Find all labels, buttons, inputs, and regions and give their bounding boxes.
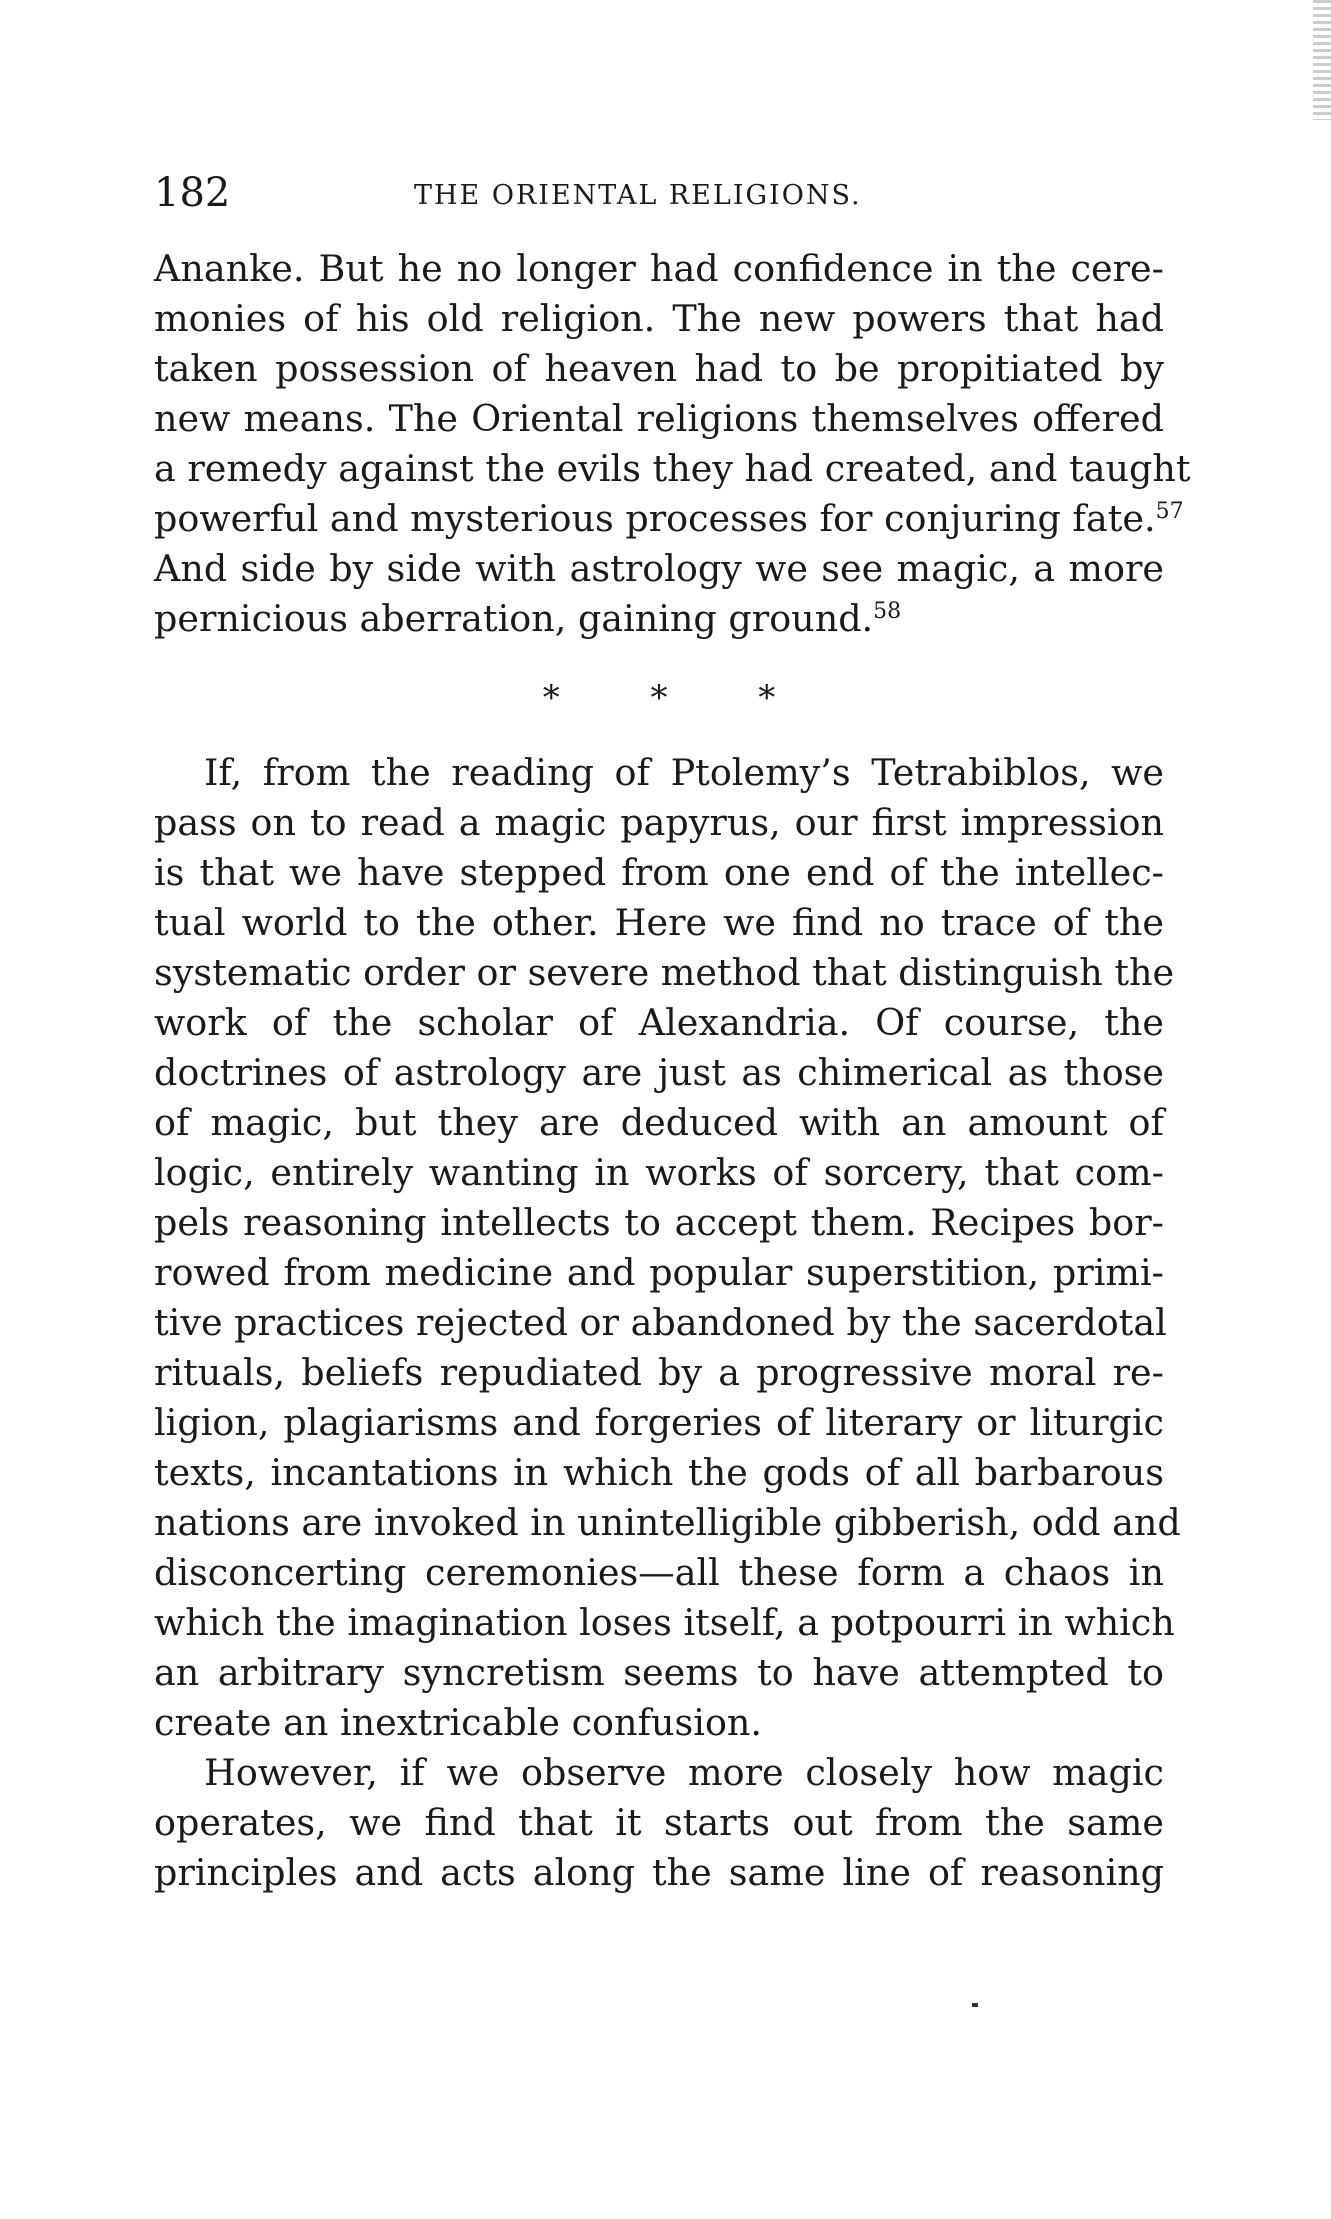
text-line: If, from the reading of Ptolemy’s Tetrabiblos, we xyxy=(204,751,1164,794)
book-page xyxy=(154,170,1191,1898)
text-line: monies of his old religion. The new powers that had xyxy=(154,297,1164,340)
text-line: a remedy against the evils they had created, and taught xyxy=(154,447,1191,490)
text-line: taken possession of heaven had to be propitiated by xyxy=(154,347,1164,390)
running-title: THE ORIENTAL RELIGIONS. xyxy=(414,180,862,211)
text-line: ligion, plagiarisms and forgeries of literary or liturgic xyxy=(154,1401,1164,1444)
text-line: is that we have stepped from one end of the intellec- xyxy=(154,851,1164,894)
text-line: an arbitrary syncretism seems to have attempted to xyxy=(154,1651,1164,1694)
text-line: new means. The Oriental religions themselves offered xyxy=(154,397,1164,440)
text-line: texts, incantations in which the gods of all barbarous xyxy=(154,1451,1164,1494)
text-line: operates, we find that it starts out from the same xyxy=(154,1801,1164,1844)
paragraph-1 xyxy=(154,244,1191,644)
text-line: create an inextricable confusion. xyxy=(154,1701,763,1744)
text-line: pass on to read a magic papyrus, our first impression xyxy=(154,801,1164,844)
section-separator: * * * xyxy=(542,678,816,718)
text-line-content: powerful and mysterious processes for conjuring fate. xyxy=(154,497,1156,540)
text-line-content: pernicious aberration, gaining ground. xyxy=(154,597,874,640)
text-line: tual world to the other. Here we find no trace of the xyxy=(154,901,1164,944)
text-line: of magic, but they are deduced with an amount of xyxy=(154,1101,1164,1144)
print-speck xyxy=(972,2003,978,2007)
text-line: work of the scholar of Alexandria. Of course, the xyxy=(154,1001,1164,1044)
text-line: logic, entirely wanting in works of sorcery, that com- xyxy=(154,1151,1164,1194)
text-line: rituals, beliefs repudiated by a progressive moral re- xyxy=(154,1351,1164,1394)
text-line: which the imagination loses itself, a potpourri in which xyxy=(154,1601,1175,1644)
footnote-marker: 58 xyxy=(873,598,902,624)
scan-edge-artifact xyxy=(1313,0,1331,120)
text-line: disconcerting ceremonies—all these form a chaos in xyxy=(154,1551,1164,1594)
text-line: However, if we observe more closely how magic xyxy=(204,1751,1164,1794)
text-line: systematic order or severe method that distinguish the xyxy=(154,951,1175,994)
page-number: 182 xyxy=(154,170,231,216)
footnote-marker: 57 xyxy=(1155,498,1184,524)
text-line: principles and acts along the same line of reasoning xyxy=(154,1851,1164,1894)
running-head xyxy=(154,170,1164,230)
paragraph-2 xyxy=(154,748,1181,1748)
text-line: tive practices rejected or abandoned by the sacerdotal xyxy=(154,1301,1167,1344)
text-line: doctrines of astrology are just as chimerical as those xyxy=(154,1051,1164,1094)
text-line: rowed from medicine and popular superstition, primi- xyxy=(154,1251,1164,1294)
text-line-with-footnote xyxy=(154,594,1164,644)
text-line: Ananke. But he no longer had confidence in the cere- xyxy=(154,247,1164,290)
text-line: nations are invoked in unintelligible gibberish, odd and xyxy=(154,1501,1181,1544)
text-line: pels reasoning intellects to accept them. Recipes bor- xyxy=(154,1201,1164,1244)
text-line-with-footnote xyxy=(154,494,1184,544)
text-line: And side by side with astrology we see magic, a more xyxy=(154,547,1164,590)
paragraph-3 xyxy=(154,1748,1164,1898)
